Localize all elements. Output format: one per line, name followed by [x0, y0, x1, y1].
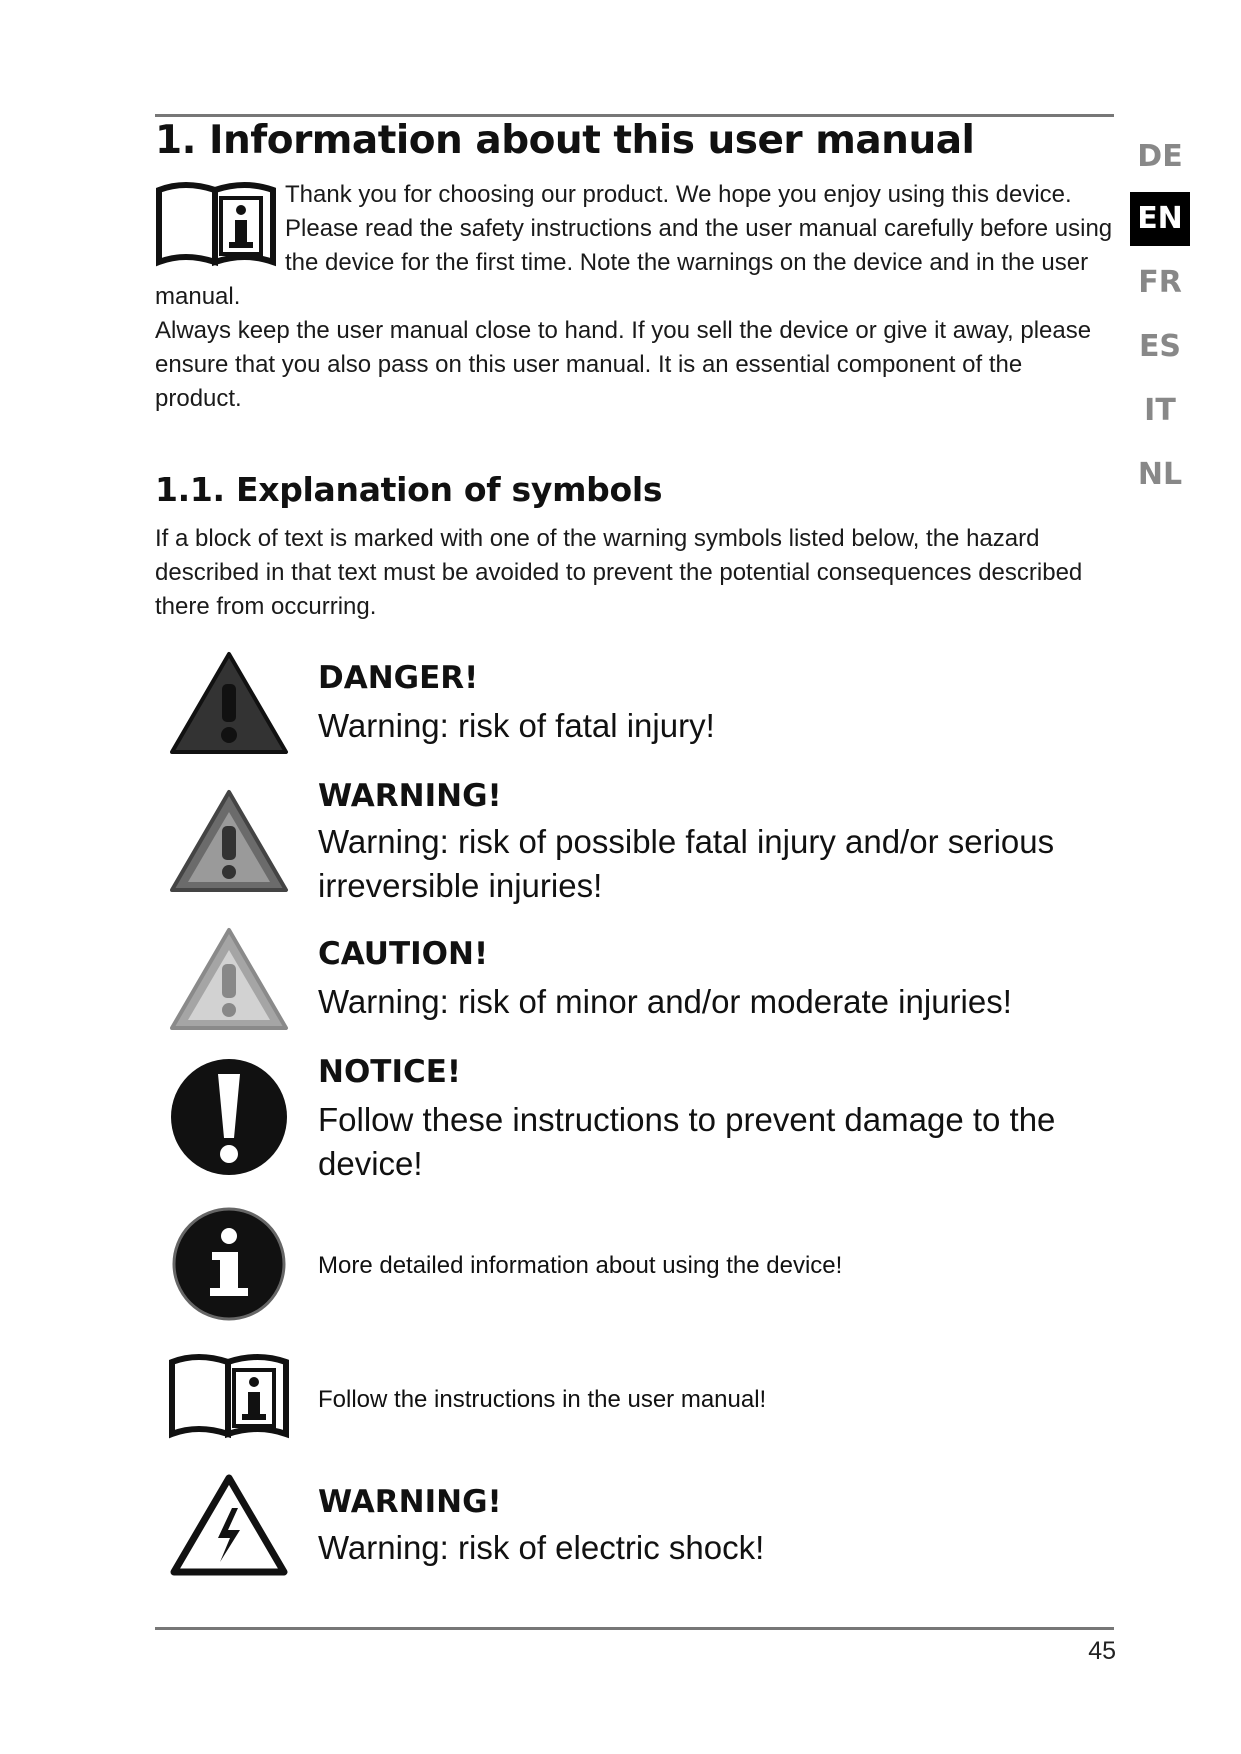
notice-exclamation-icon — [168, 1056, 290, 1183]
notice-title: NOTICE! — [318, 1054, 462, 1090]
intro-section — [155, 178, 1115, 416]
page-number: 45 — [1088, 1637, 1116, 1665]
electric-warning-text: Warning: risk of electric shock! — [318, 1529, 765, 1566]
danger-text: Warning: risk of fatal injury! — [318, 707, 715, 744]
caution-title: CAUTION! — [318, 936, 489, 972]
manual-book-icon — [168, 1350, 290, 1445]
lang-tab-nl[interactable]: NL — [1137, 457, 1183, 492]
symbols-intro-text: If a block of text is marked with one of the warning symbols listed below, the hazard described in that text must be avoided to prevent the potential consequences described there from occurring. — [155, 525, 1083, 620]
warning-text: Warning: risk of possible fatal injury and/or serious irreversible injuries! — [318, 823, 1055, 904]
electric-warning-title: WARNING! — [318, 1484, 502, 1520]
lang-tab-de[interactable]: DE — [1137, 139, 1183, 174]
lang-tab-en[interactable]: EN — [1130, 192, 1190, 246]
intro-paragraph-1: Thank you for choosing our product. We hope you enjoy using this device. — [285, 181, 1072, 208]
electric-shock-icon — [168, 1472, 290, 1583]
top-rule — [155, 114, 1114, 117]
intro-paragraph-2: Please read the safety instructions and the user manual carefully before using the device for the first time. Note the warnings on the device and in the user manual. — [155, 215, 1113, 310]
intro-paragraph-3: Always keep the user manual close to hand. If you sell the device or give it away, please ensure that you also pass on this user manual. It is an essential component of the product. — [155, 317, 1092, 412]
warning-title: WARNING! — [318, 778, 502, 814]
manual-book-icon — [155, 178, 283, 276]
lang-tab-es[interactable]: ES — [1138, 329, 1182, 364]
danger-triangle-icon — [168, 650, 290, 761]
info-text: More detailed information about using the device! — [318, 1252, 843, 1279]
notice-text: Follow these instructions to prevent damage to the device! — [318, 1101, 1056, 1182]
section-subheading: 1.1. Explanation of symbols — [155, 470, 663, 509]
caution-triangle-icon — [168, 926, 290, 1037]
danger-title: DANGER! — [318, 660, 479, 696]
page-heading: 1. Information about this user manual — [155, 118, 975, 163]
warning-triangle-icon — [168, 788, 290, 899]
lang-tab-it[interactable]: IT — [1144, 393, 1176, 428]
caution-text: Warning: risk of minor and/or moderate injuries! — [318, 983, 1012, 1020]
bottom-rule — [155, 1627, 1114, 1630]
lang-tab-fr[interactable]: FR — [1138, 265, 1182, 300]
manual-text: Follow the instructions in the user manual! — [318, 1386, 767, 1413]
info-circle-icon — [168, 1206, 290, 1327]
